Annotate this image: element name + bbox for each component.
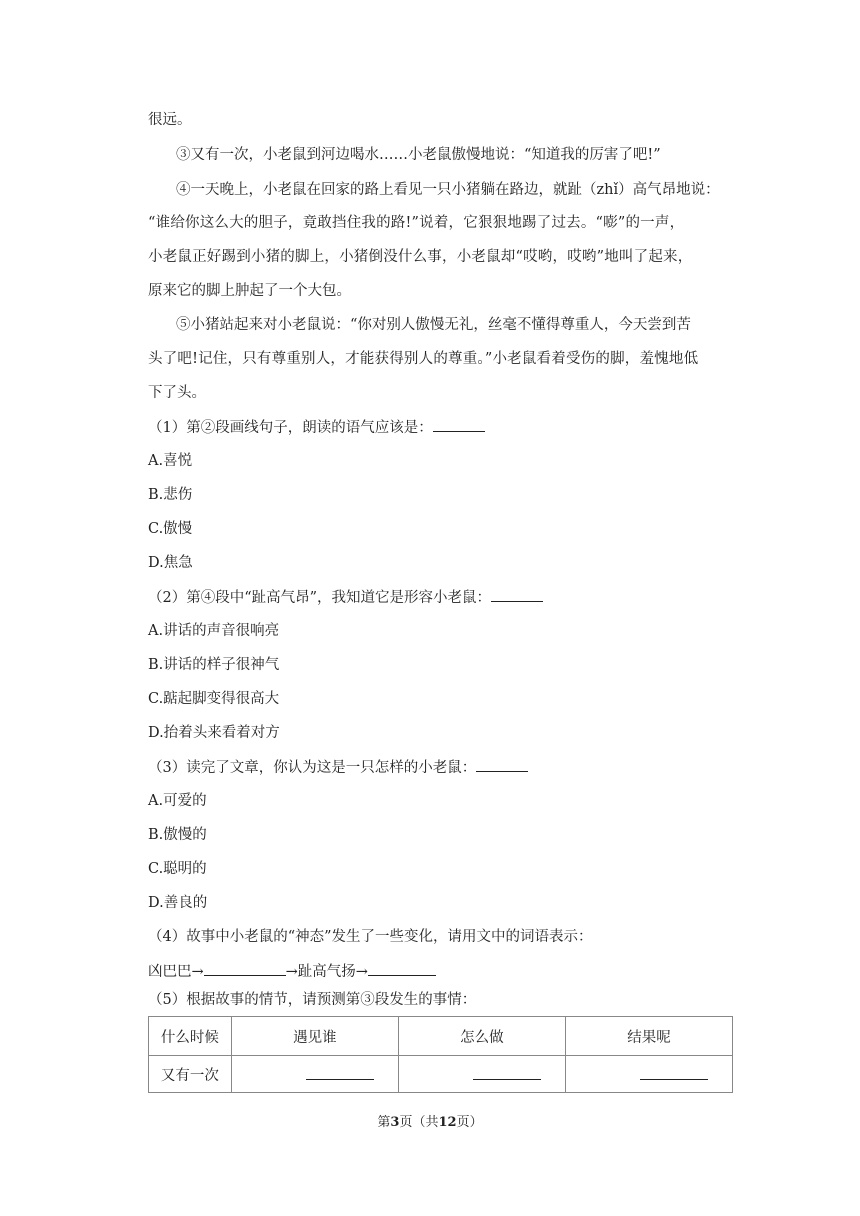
table-cell: 又有一次 bbox=[149, 1056, 232, 1093]
answer-blank[interactable] bbox=[473, 1065, 541, 1080]
q3-option-b: B.傲慢的 bbox=[148, 827, 207, 843]
q2-option-d: D.抬着头来看着对方 bbox=[148, 725, 280, 741]
q2-option-b: B.讲话的样子很神气 bbox=[148, 657, 280, 673]
passage-line: 小老鼠正好踢到小猪的脚上，小猪倒没什么事，小老鼠却“哎哟，哎哟”地叫了起来， bbox=[148, 249, 693, 265]
table-answer-cell[interactable] bbox=[398, 1056, 565, 1093]
table-header-cell: 结果呢 bbox=[565, 1017, 732, 1056]
passage-line: 头了吧!记住，只有尊重别人，才能获得别人的尊重。”小老鼠看着受伤的脚，羞愧地低 bbox=[148, 351, 699, 367]
answer-blank[interactable] bbox=[368, 961, 436, 976]
answer-blank[interactable] bbox=[433, 417, 485, 432]
q1-option-d: D.焦急 bbox=[148, 555, 193, 571]
question-3-stem: （3）读完了文章，你认为这是一只怎样的小老鼠： bbox=[148, 757, 528, 778]
q3-option-c: C.聪明的 bbox=[148, 861, 207, 877]
table-answer-cell[interactable] bbox=[231, 1056, 398, 1093]
passage-paragraph-4: ④一天晚上，小老鼠在回家的路上看见一只小猪躺在路边，就趾（zhǐ）高气昂地说： bbox=[176, 182, 720, 198]
answer-blank[interactable] bbox=[640, 1065, 708, 1080]
question-4-chain: 凶巴巴→ →趾高气扬→ bbox=[148, 961, 436, 982]
q1-option-c: C.傲慢 bbox=[148, 521, 193, 537]
question-4-stem: （4）故事中小老鼠的“神态”发生了一些变化，请用文中的词语表示： bbox=[148, 929, 593, 945]
passage-line: 原来它的脚上肿起了一个大包。 bbox=[148, 283, 351, 299]
q3-option-a: A.可爱的 bbox=[148, 793, 207, 809]
q2-option-c: C.踮起脚变得很高大 bbox=[148, 691, 280, 707]
passage-paragraph-5: ⑤小猪站起来对小老鼠说：“你对别人傲慢无礼，丝毫不懂得尊重人，今天尝到苦 bbox=[176, 317, 691, 333]
passage-paragraph-3: ③又有一次，小老鼠到河边喝水……小老鼠傲慢地说：“知道我的厉害了吧!” bbox=[176, 147, 661, 163]
answer-blank[interactable] bbox=[306, 1065, 374, 1080]
table-header-cell: 怎么做 bbox=[398, 1017, 565, 1056]
question-1-stem: （1）第②段画线句子，朗读的语气应该是： bbox=[148, 417, 485, 438]
passage-line: 很远。 bbox=[148, 112, 192, 128]
q2-option-a: A.讲话的声音很响亮 bbox=[148, 623, 280, 639]
prediction-table bbox=[148, 1016, 733, 1093]
page-footer: 第3页（共12页） bbox=[377, 1115, 483, 1130]
answer-blank[interactable] bbox=[204, 961, 286, 976]
question-5-stem: （5）根据故事的情节，请预测第③段发生的事情： bbox=[148, 992, 477, 1008]
table-header-cell: 遇见谁 bbox=[231, 1017, 398, 1056]
table-answer-cell[interactable] bbox=[565, 1056, 732, 1093]
passage-line: 下了头。 bbox=[148, 385, 206, 401]
q1-option-b: B.悲伤 bbox=[148, 487, 193, 503]
answer-blank[interactable] bbox=[491, 587, 543, 602]
q3-option-d: D.善良的 bbox=[148, 895, 208, 911]
question-2-stem: （2）第④段中“趾高气昂”，我知道它是形容小老鼠： bbox=[148, 587, 543, 608]
answer-blank[interactable] bbox=[476, 757, 528, 772]
q1-option-a: A.喜悦 bbox=[148, 453, 193, 469]
passage-line: “谁给你这么大的胆子，竟敢挡住我的路!”说着，它狠狠地踢了过去。“嘭”的一声， bbox=[148, 215, 685, 231]
table-header-cell: 什么时候 bbox=[149, 1017, 232, 1056]
